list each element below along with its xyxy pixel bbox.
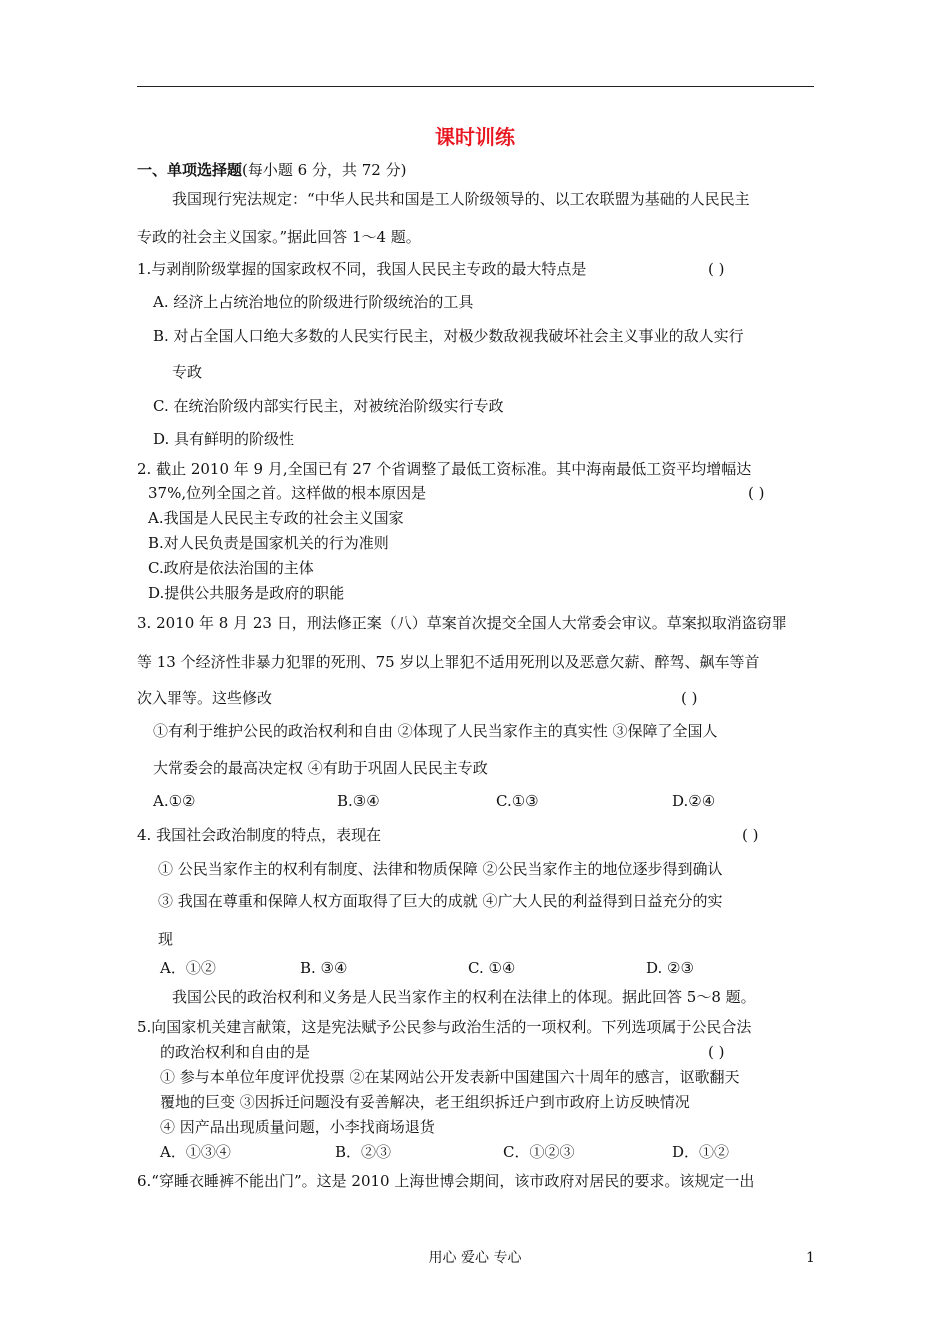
passage-1-line-1: 我国现行宪法规定：“中华人民共和国是工人阶级领导的、以工农联盟为基础的人民民主 bbox=[172, 190, 750, 208]
question-1-option-b: B. 对占全国人口绝大多数的人民实行民主，对极少数敌视我破坏社会主义事业的敌人实行 bbox=[153, 327, 744, 345]
footer-text: 用心 爱心 专心 bbox=[428, 1250, 522, 1266]
question-5-stem: 5.向国家机关建言献策，这是宪法赋予公民参与政治生活的一项权利。下列选项属于公民合法 bbox=[137, 1018, 752, 1036]
question-2-stem: 2. 截止 2010 年 9 月,全国已有 27 个省调整了最低工资标准。其中海南最低工资平均增幅达 bbox=[137, 460, 752, 478]
question-3-stem-cont-2: 次入罪等。这些修改 bbox=[137, 689, 273, 707]
section-head: 一、单项选择题 bbox=[137, 161, 243, 179]
question-2-stem-cont: 37%,位列全国之首。这样做的根本原因是 bbox=[148, 484, 427, 502]
question-2-option-c: C.政府是依法治国的主体 bbox=[148, 559, 314, 577]
question-1-option-d: D. 具有鲜明的阶级性 bbox=[153, 430, 295, 448]
answer-blank-3: ( ) bbox=[681, 689, 698, 707]
answer-blank-5: ( ) bbox=[708, 1043, 725, 1061]
question-5-statements-3: ④ 因产品出现质量问题，小李找商场退货 bbox=[160, 1118, 435, 1136]
question-4-option-c: C. ①④ bbox=[468, 959, 516, 977]
question-3-stem: 3. 2010 年 8 月 23 日，刑法修正案（八）草案首次提交全国人大常委会审议。草案拟取消盗窃罪 bbox=[137, 614, 787, 632]
question-5-statements-2: 覆地的巨变 ③因拆迁问题没有妥善解决，老王组织拆迁户到市政府上访反映情况 bbox=[160, 1093, 690, 1111]
question-2-option-a: A.我国是人民民主专政的社会主义国家 bbox=[148, 509, 404, 527]
page-title: 课时训练 bbox=[435, 125, 515, 149]
question-3-option-a: A.①② bbox=[153, 792, 196, 810]
question-2-option-d: D.提供公共服务是政府的职能 bbox=[148, 584, 345, 602]
question-1-option-c: C. 在统治阶级内部实行民主，对被统治阶级实行专政 bbox=[153, 397, 504, 415]
question-5-option-a: A．①③④ bbox=[160, 1143, 231, 1161]
question-3-statements-cont: 大常委会的最高决定权 ④有助于巩固人民民主专政 bbox=[153, 759, 488, 777]
answer-blank-4: ( ) bbox=[742, 826, 759, 844]
question-4-statements-cont: 现 bbox=[158, 930, 174, 948]
header-rule bbox=[137, 86, 814, 87]
question-5-statements-1: ① 参与本单位年度评优投票 ②在某网站公开发表新中国建国六十周年的感言，讴歌翻天 bbox=[160, 1068, 740, 1086]
question-3-stem-cont-1: 等 13 个经济性非暴力犯罪的死刑、75 岁以上罪犯不适用死刑以及恶意欠薪、醉驾、飙车等首 bbox=[137, 653, 760, 671]
question-3-option-d: D.②④ bbox=[672, 792, 716, 810]
question-4-statements-2: ③ 我国在尊重和保障人权方面取得了巨大的成就 ④广大人民的利益得到日益充分的实 bbox=[158, 892, 723, 910]
question-5-option-b: B．②③ bbox=[335, 1143, 392, 1161]
question-1-stem: 1.与剥削阶级掌握的国家政权不同，我国人民民主专政的最大特点是 bbox=[137, 260, 587, 278]
question-4-option-d: D. ②③ bbox=[646, 959, 694, 977]
question-4-option-b: B. ③④ bbox=[300, 959, 348, 977]
question-4-stem: 4. 我国社会政治制度的特点，表现在 bbox=[137, 826, 382, 844]
passage-2: 我国公民的政治权利和义务是人民当家作主的权利在法律上的体现。据此回答 5～8 题。 bbox=[172, 988, 756, 1006]
question-4-statements-1: ① 公民当家作主的权利有制度、法律和物质保障 ②公民当家作主的地位逐步得到确认 bbox=[158, 860, 723, 878]
question-5-option-c: C．①②③ bbox=[503, 1143, 575, 1161]
question-3-option-c: C.①③ bbox=[496, 792, 539, 810]
section-heading bbox=[137, 160, 406, 180]
question-5-stem-cont: 的政治权利和自由的是 bbox=[160, 1043, 311, 1061]
question-1-option-b-cont: 专政 bbox=[172, 363, 203, 381]
question-5-option-d: D．①② bbox=[672, 1143, 730, 1161]
answer-blank-2: ( ) bbox=[748, 484, 765, 502]
question-1-option-a: A. 经济上占统治地位的阶级进行阶级统治的工具 bbox=[153, 293, 474, 311]
question-6-stem: 6.“穿睡衣睡裤不能出门”。这是 2010 上海世博会期间，该市政府对居民的要求。该规定一出 bbox=[137, 1172, 755, 1190]
question-3-option-b: B.③④ bbox=[337, 792, 380, 810]
passage-1-line-2: 专政的社会主义国家。”据此回答 1～4 题。 bbox=[137, 228, 421, 246]
section-note: (每小题 6 分，共 72 分) bbox=[242, 161, 407, 179]
question-2-option-b: B.对人民负责是国家机关的行为准则 bbox=[148, 534, 389, 552]
question-3-statements: ①有利于维护公民的政治权利和自由 ②体现了人民当家作主的真实性 ③保障了全国人 bbox=[153, 722, 718, 740]
answer-blank-1: ( ) bbox=[708, 260, 725, 278]
page-number: 1 bbox=[806, 1250, 815, 1266]
question-4-option-a: A．①② bbox=[160, 959, 216, 977]
